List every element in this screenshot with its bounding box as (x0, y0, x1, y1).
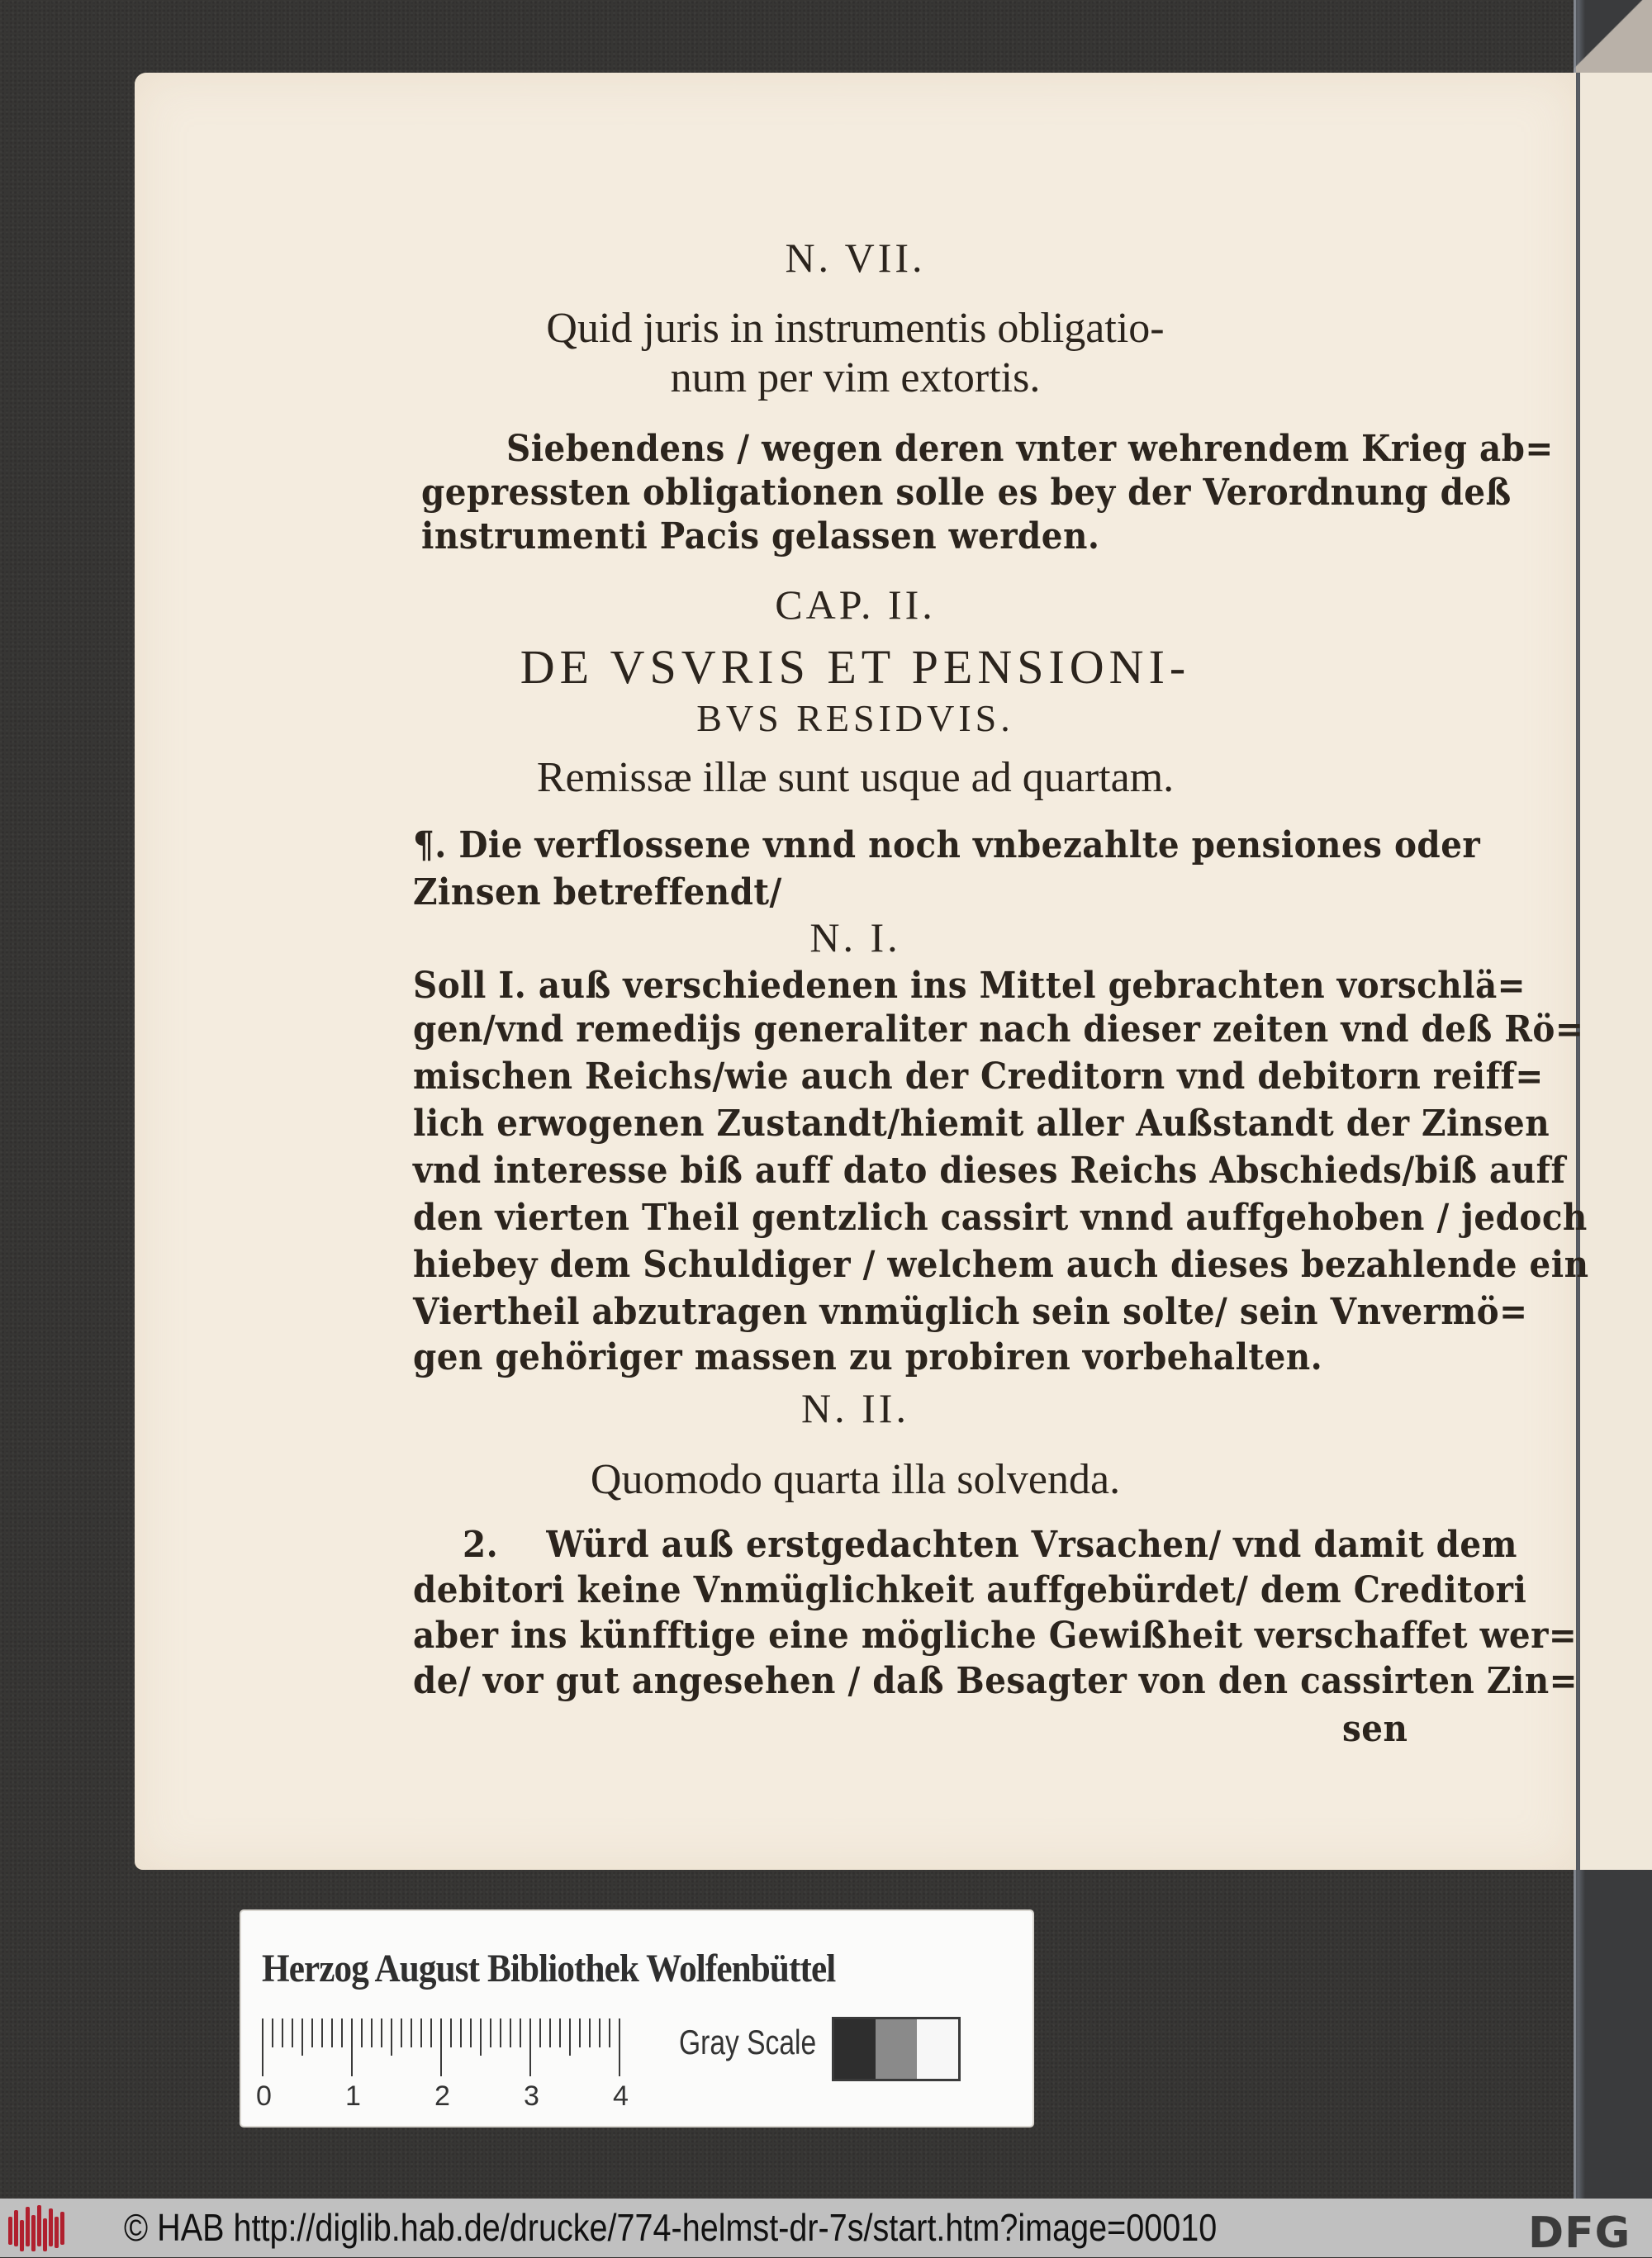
ruler-label: 2 (434, 2080, 450, 2112)
adjacent-page (1580, 73, 1652, 1870)
body-line: mischen Reichs/wie auch der Creditorn vnd debitorn reiff= (413, 1055, 1544, 1098)
gray-scale-swatches (832, 2017, 961, 2081)
body-line: lich erwogenen Zustandt/hiemit aller Außstandt der Zinsen (413, 1103, 1550, 1145)
section-title-n2: Quomodo quarta illa solvenda. (590, 1456, 1121, 1503)
permalink-text[interactable]: © HAB http://diglib.hab.de/drucke/774-helmst-dr-7s/start.htm?image=00010 (124, 2206, 1218, 2249)
body-line: Viertheil abzutragen vnmüglich sein solte/ sein Vnvermö= (413, 1291, 1528, 1333)
page-corner-shadow (1574, 0, 1652, 73)
library-name: Herzog August Bibliothek Wolfenbüttel (262, 1947, 836, 1990)
ruler-label: 3 (524, 2080, 539, 2112)
section-heading-n2: N. II. (801, 1385, 909, 1431)
footer-bar (0, 2199, 1652, 2257)
chapter-subtitle: Remissæ illæ sunt usque ad quartam. (536, 754, 1175, 801)
book-page (135, 73, 1589, 1870)
section-heading-n7: N. VII. (785, 235, 926, 281)
section-title-n7-line1: Quid juris in instrumentis obligatio- (546, 305, 1165, 352)
body-line: aber ins künfftige eine mögliche Gewißheit verschaffet wer= (413, 1615, 1578, 1657)
swatch-white (917, 2019, 958, 2079)
swatch-black (834, 2019, 876, 2079)
body-line: gen gehöriger massen zu probiren vorbehalten. (413, 1336, 1323, 1378)
ruler-scale (262, 2018, 460, 2080)
body-line: debitori keine Vnmüglichkeit auffgebürdet/ dem Creditori (413, 1569, 1527, 1611)
ruler-label: 4 (613, 2080, 629, 2112)
swatch-gray (876, 2019, 917, 2079)
body-line: de/ vor gut angesehen / daß Besagter von den cassirten Zin= (413, 1660, 1578, 1702)
adjacent-page-edge (1574, 0, 1652, 2199)
chapter-title-line1: DE VSVRIS ET PENSIONI- (520, 640, 1191, 694)
hab-logo-icon (7, 2205, 69, 2253)
color-calibration-card (241, 1911, 1032, 2126)
body-line: gepressten obligationen solle es bey der Verordnung deß (421, 472, 1512, 514)
body-line: gen/vnd remedijs generaliter nach dieser zeiten vnd deß Rö= (413, 1008, 1584, 1051)
gray-scale-label: Gray Scale (679, 2023, 817, 2061)
body-line: vnd interesse biß auff dato dieses Reichs Abschieds/biß auff (413, 1150, 1566, 1192)
chapter-heading: CAP. II. (775, 581, 936, 628)
body-line: hiebey dem Schuldiger / welchem auch dieses bezahlende ein (413, 1244, 1589, 1286)
body-line: Zinsen betreffendt/ (413, 871, 782, 913)
chapter-title-line2: BVS RESIDVIS. (696, 697, 1014, 739)
body-line: Siebendens / wegen deren vnter wehrendem Krieg ab= (506, 428, 1554, 470)
body-line: den vierten Theil gentzlich cassirt vnnd auffgehoben / jedoch (413, 1197, 1588, 1239)
body-line: instrumenti Pacis gelassen werden. (421, 515, 1100, 557)
section-heading-n1: N. I. (809, 914, 901, 961)
body-line: 2. Würd auß erstgedachten Vrsachen/ vnd damit dem (463, 1524, 1517, 1566)
body-line: ¶. Die verflossene vnnd noch vnbezahlte pensiones oder (413, 824, 1481, 866)
catchword: sen (1342, 1708, 1408, 1750)
dfg-logo: DFG (1528, 2208, 1631, 2258)
body-line: Soll I. auß verschiedenen ins Mittel gebrachten vorschlä= (413, 965, 1526, 1007)
ruler-label: 1 (345, 2080, 361, 2112)
section-title-n7-line2: num per vim extortis. (670, 354, 1041, 401)
ruler-label: 0 (256, 2080, 272, 2112)
